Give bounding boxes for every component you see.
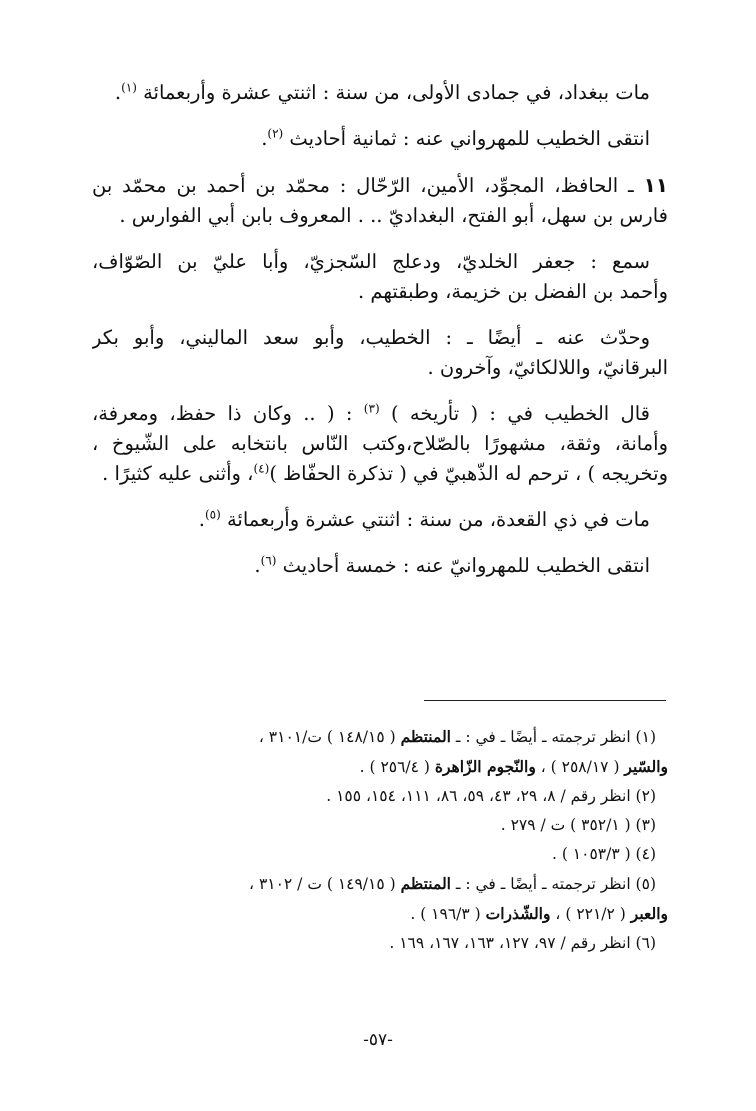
text-span: ( ٢٢١/٢ ) ، <box>550 905 631 923</box>
footnote-divider <box>424 700 666 701</box>
entry-number: ١١ <box>643 173 668 197</box>
text-span: . <box>198 508 205 531</box>
biography-entry-11 <box>92 170 668 231</box>
text-line <box>92 124 668 154</box>
text-span: (٥) انظر ترجمته ـ أيضًا ـ في : ـ <box>450 875 656 893</box>
footnote-ref: (٤) <box>253 461 270 476</box>
text-line: وأمانة، وثقة، مشهورًا بالصّلاح،وكتب النّاس بانتخابه على الشّيوخ ، <box>92 432 668 455</box>
text-line <box>92 78 668 108</box>
footnote-5-cont <box>88 899 668 929</box>
text-span: ( ١٤٨/١٥ ) ت/٣١٠١ ، <box>258 728 401 746</box>
text-line: وحدّث عنه ـ أيضًا ـ : الخطيب، وأبو سعد الماليني، وأبو بكر <box>92 326 650 349</box>
footnote-ref: (٥) <box>204 507 221 522</box>
main-text <box>92 78 668 597</box>
source-title: والنّجوم الزّاهرة <box>434 757 536 776</box>
footnote-5 <box>88 869 668 899</box>
page-number: -٥٧- <box>363 1030 393 1050</box>
text-line: فارس بن سهل، أبو الفتح، البغداديّ .. . المعروف بابن أبي الفوارس . <box>119 204 668 227</box>
text-line: البرقانيّ، واللالكائيّ، وآخرون . <box>427 356 668 379</box>
paragraph-selection-2 <box>92 551 668 581</box>
footnote-1-cont <box>88 752 668 782</box>
paragraph-death-2 <box>92 505 668 535</box>
text-line <box>92 459 668 489</box>
text-span: ( ١٤٩/١٥ ) ت / ٣١٠٢ ، <box>249 875 401 893</box>
footnote-ref: (٢) <box>267 126 284 141</box>
text-span: ( ٢٥٦/٤ ) . <box>359 758 435 776</box>
footnote-3: (٣) ( ٣٥٢/١ ) ت / ٢٧٩ . <box>500 816 656 834</box>
footnote-1 <box>88 722 668 752</box>
text-span: مات ببغداد، في جمادى الأولى، من سنة : اثنتي عشرة وأربعمائة <box>136 81 650 104</box>
text-span: : ( .. وكان ذا حفظ، ومعرفة، <box>92 402 364 425</box>
footnote-ref: (٣) <box>363 401 380 416</box>
footnote-6: (٦) انظر رقم / ٩٧، ١٢٧، ١٦٣، ١٦٧، ١٦٩ . <box>389 934 656 952</box>
footnote-ref: (٦) <box>260 553 277 568</box>
paragraph-selection-1 <box>92 124 668 154</box>
source-title: المنتظم <box>400 874 451 893</box>
text-span: انتقى الخطيب للمهرواني عنه : ثمانية أحاديث <box>283 127 650 150</box>
source-title: المنتظم <box>400 727 451 746</box>
paragraph-teachers <box>92 247 668 307</box>
paragraph-students <box>92 323 668 383</box>
footnote-2: (٢) انظر رقم / ٨، ٢٩، ٤٣، ٥٩، ٨٦، ١١١، ١٥٤، ١٥٥ . <box>326 787 656 805</box>
footnotes <box>88 722 668 958</box>
text-span: مات في ذي القعدة، من سنة : اثنتي عشرة وأربعمائة <box>220 508 650 531</box>
text-span: ( ٢٥٨/١٧ ) ، <box>535 758 625 776</box>
text-line <box>92 170 668 201</box>
text-line: وأحمد بن الفضل بن خزيمة، وطبقتهم . <box>357 280 668 303</box>
text-span: (١) انظر ترجمته ـ أيضًا ـ في : ـ <box>450 728 656 746</box>
source-title: والسّير <box>624 757 668 776</box>
text-span: . <box>114 81 122 104</box>
text-span: . <box>254 554 261 577</box>
text-line <box>92 399 668 429</box>
paragraph-khatib-quote <box>92 399 668 489</box>
text-span: انتقى الخطيب للمهروانيّ عنه : خمسة أحاديث <box>276 554 650 577</box>
text-span: وتخريجه ) ، ترحم له الذّهبيّ في ( تذكرة الحفّاظ ) <box>269 462 668 485</box>
text-span: . <box>261 127 268 150</box>
text-line <box>92 551 668 581</box>
text-span: ـ الحافظ، المجوِّد، الأمين، الرّحّال : محمّد بن أحمد بن محمّد بن <box>92 174 644 197</box>
text-span: ، وأثنى عليه كثيرًا . <box>102 462 254 485</box>
source-title: والشّذرات <box>485 904 551 923</box>
footnote-ref: (١) <box>121 80 137 95</box>
text-line: سمع : جعفر الخلديّ، ودعلج السّجزيّ، وأبا عليّ بن الصّوّاف، <box>92 250 650 273</box>
text-line <box>92 505 668 535</box>
paragraph-death-1 <box>92 78 668 108</box>
text-span: قال الخطيب في : ( تأريخه ) <box>379 402 650 425</box>
text-span: ( ١٩٦/٣ ) . <box>410 905 486 923</box>
footnote-4: (٤) ( ١٠٥٣/٣ ) . <box>551 845 656 863</box>
source-title: والعبر <box>630 904 668 923</box>
